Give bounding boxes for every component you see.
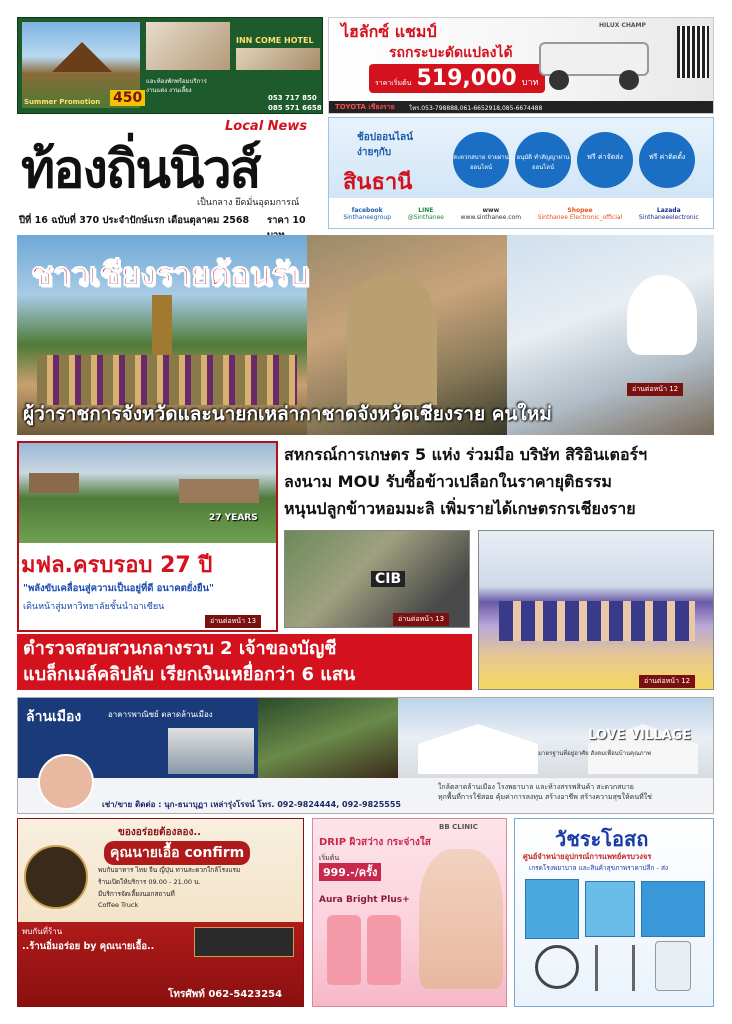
main-headline: ชาวเชียงรายต้อนรับ (31, 255, 309, 293)
walker-icon (595, 945, 635, 991)
restaurant-detail-2: ร้านเปิดให้บริการ 09.00 - 21.00 น. (98, 878, 201, 886)
agent-avatar (38, 754, 94, 810)
mfu-photo (19, 443, 276, 543)
service-1-label: สะดวกสบาย จ่ายผ่านออนไลน์ (453, 154, 509, 171)
clinic-headline: DRIP ผิวสว่าง กระจ่างใส (319, 837, 431, 848)
lazada-icon: Lazada (656, 206, 681, 214)
service-3-label: ฟรี ค่าจัดส่ง (587, 153, 623, 161)
police-photo[interactable] (284, 530, 470, 628)
coop-line-1: สหกรณ์การเกษตร 5 แห่ง ร่วมมือ บริษัท สิริอินเตอร์ฯ (284, 445, 648, 464)
coop-headline (284, 441, 714, 525)
lazada-link[interactable] (639, 207, 699, 221)
village-ad[interactable] (17, 697, 714, 814)
line-handle: @Sinthanee (407, 213, 444, 221)
lanmueang-sub: อาคารพาณิชย์ ตลาดล้านเมือง (108, 710, 213, 719)
main-caption: ผู้ว่าราชการจังหวัดและนายกเหล่ากาชาดจังหวัดเชียงราย คนใหม่ (23, 403, 552, 425)
mfu-sub: เดินหน้าสู่มหาวิทยาลัยชั้นนำอาเซียน (23, 602, 165, 612)
mou-readmore[interactable]: อ่านต่อหน้า 12 (639, 675, 695, 688)
restaurant-phone: โทรศัพท์ 062-5423254 (168, 989, 283, 1000)
model-face (419, 849, 503, 989)
truck-image (529, 34, 659, 90)
mfu-story[interactable] (17, 441, 278, 632)
facebook-handle: Sinthaneegroup (343, 213, 392, 221)
toyota-subline: รถกระบะดัดแปลงได้ (389, 45, 513, 61)
resort-phone-2: 085 571 6658 (268, 104, 322, 112)
mfu-readmore[interactable]: อ่านต่อหน้า 13 (205, 615, 261, 628)
restaurant-teaser: ของอร่อยต้องลอง.. (118, 827, 201, 838)
social-bar (329, 198, 713, 229)
mou-photo[interactable] (478, 530, 714, 690)
hotel-name: INN COME HOTEL (236, 36, 314, 45)
hotel-photo-2 (236, 48, 320, 70)
product-bottle-1 (327, 915, 361, 985)
shopee-link[interactable] (538, 207, 623, 221)
police-line-1: ตำรวจสอบสวนกลางรวบ 2 เจ้าของบัญชี (23, 638, 337, 659)
restaurant-logo (24, 845, 88, 909)
toyota-headline: ไฮลักซ์ แชมป์ (341, 22, 437, 41)
wheelchair-icon (535, 945, 579, 989)
shopee-handle: Sinthanee Electronic_official (537, 213, 623, 221)
price-unit: บาท (521, 78, 539, 88)
restaurant-shop: ..ร้านอิ่มอร่อย by คุณนายเอื้อ.. (22, 941, 155, 952)
service-3 (577, 132, 633, 188)
clinic-product: Aura Bright Plus+ (319, 895, 410, 905)
mfu-headline: มฟล.ครบรอบ 27 ปี (21, 553, 213, 578)
line-link[interactable] (408, 207, 444, 221)
hotel-photo (146, 22, 230, 70)
price-box (369, 64, 545, 93)
village-note-1: ใกล้ตลาดล้านเมือง โรงพยาบาล และห้างสรรพสินค้า สะดวกสบาย (438, 783, 634, 791)
cib-badge: CIB (371, 571, 405, 587)
product-box-3 (641, 881, 705, 937)
mfu-badge: 27 YEARS (209, 513, 258, 523)
main-readmore[interactable]: อ่านต่อหน้า 12 (627, 383, 683, 396)
web-link[interactable] (461, 207, 521, 221)
restaurant-detail-1: พบกับอาหาร ไทย จีน ญี่ปุ่น ทานสะดวกใกล้โรงแรม (98, 866, 241, 874)
promo-label: Summer Promotion (24, 98, 101, 106)
resort-phone-1: 053 717 850 (268, 94, 317, 102)
pharmacy-name: วัชระโอสถ (555, 827, 649, 851)
facebook-link[interactable] (343, 207, 391, 221)
lanmueang-logo: ล้านเมือง (26, 709, 82, 725)
qr-code-icon[interactable] (677, 26, 709, 78)
lazada-handle: Sinthaneeelectronic (638, 213, 699, 221)
dealer-contact: โทร.053-798888,061-6652918,085-6674488 (409, 105, 543, 112)
masthead-title: ท้องถิ่นนิวส์ (21, 140, 260, 200)
restaurant-location: พบกันที่ร้าน (22, 927, 63, 936)
clinic-price: 999.-/ครั้ง (319, 863, 381, 881)
facebook-icon: facebook (351, 206, 383, 214)
toyota-price: 519,000 (416, 66, 517, 91)
product-box-1 (525, 879, 579, 939)
police-readmore[interactable]: อ่านต่อหน้า 13 (393, 613, 449, 626)
sinthanee-brand: สินธานี (343, 170, 413, 195)
pharmacy-subtitle: ศูนย์จำหน่ายอุปกรณ์การแพทย์ครบวงจร (523, 852, 652, 861)
shopee-icon: Shopee (567, 206, 593, 214)
pharmacy-sub2: เกรดโรงพยาบาล และสินค้าสุขภาพราคาปลีก - ส่ง (529, 864, 669, 872)
resort-line-2: งานแต่ง งานเลี้ยง (146, 87, 192, 94)
sinthanee-ad[interactable] (328, 117, 714, 229)
coop-line-3: หนุนปลูกข้าวหอมมะลิ เพิ่มรายได้เกษตรกรเชียงราย (284, 499, 636, 518)
clinic-ad[interactable] (312, 818, 507, 1007)
clinic-price-prefix: เริ่มต้น (319, 854, 340, 862)
restaurant-sign (194, 927, 294, 957)
village-name: LOVE VILLAGE (588, 728, 692, 743)
village-note-2: ทุกพื้นที่การใช้สอย คุ้มค่าการลงทุน สร้างอาชีพ สร้างความสุขให้คนที่ใช่ (438, 793, 652, 801)
service-4-label: ฟรี ค่าติดตั้ง (648, 153, 686, 161)
mfu-quote: "พลังขับเคลื่อนสู่ความเป็นอยู่ที่ดี อนาคตยั่งยืน" (23, 583, 214, 594)
issue-info: ปีที่ 16 ฉบับที่ 370 ประจำปักษ์แรก เดือนตุลาคม 2568 (19, 215, 250, 226)
village-contact: เช่า/ขาย ติดต่อ : นุก-ธนาบุฏา เหล่ารุ่งโรจน์ โทร. 092-9824444, 092-9825555 (102, 800, 401, 809)
service-4 (639, 132, 695, 188)
pharmacy-ad[interactable] (514, 818, 714, 1007)
village-sub: มาตรฐานที่อยู่อาศัย สังคมเพื่อนบ้านคุณภาพ (538, 750, 651, 757)
main-story[interactable] (17, 235, 714, 435)
resort-line-1: และห้องพักพร้อมบริการ (146, 78, 207, 85)
toyota-ad[interactable] (328, 17, 714, 114)
restaurant-detail-4: Coffee Truck (98, 901, 139, 909)
coop-line-2: ลงนาม MOU รับซื้อข้าวเปลือกในราคายุติธรรม (284, 472, 612, 491)
product-bottle-2 (367, 915, 401, 985)
sinthanee-tagline: ช้อปออนไลน์ ง่ายๆกับ (357, 132, 413, 158)
restaurant-detail-3: มีบริการจัดเลี้ยงนอกสถานที่ (98, 890, 175, 898)
dealer-name: TOYOTA เชียงราย (335, 103, 395, 111)
price-label: ราคาเริ่มต้น (375, 79, 412, 87)
masthead (17, 117, 323, 229)
police-headline-box (17, 634, 472, 690)
globe-icon: www (482, 206, 500, 214)
masthead-slogan: เป็นกลาง ยึดมั่นอุดมการณ์ (197, 198, 300, 208)
service-2 (515, 132, 571, 188)
clinic-brand: BB CLINIC (439, 823, 478, 831)
restaurant-name: คุณนายเอื้อ confirm (104, 841, 250, 865)
model-label: HILUX CHAMP (599, 22, 646, 29)
line-icon: LINE (418, 206, 434, 214)
oxygen-icon (655, 941, 691, 991)
masthead-tag: Local News (225, 119, 308, 134)
resort-ad[interactable] (17, 17, 323, 114)
service-2-label: อนุมัติ ทำสัญญาผ่านออนไลน์ (516, 154, 570, 171)
village-photo-center (258, 698, 398, 778)
restaurant-ad[interactable] (17, 818, 304, 1007)
price-badge: 450 (110, 90, 145, 106)
police-line-2: แบล็กเมล์คลิปลับ เรียกเงินเหยื่อกว่า 6 แสน (23, 664, 356, 685)
issue-price: ราคา 10 (267, 215, 306, 226)
service-1 (453, 132, 509, 188)
web-url: www.sinthanee.com (460, 213, 522, 221)
product-box-2 (585, 881, 635, 937)
